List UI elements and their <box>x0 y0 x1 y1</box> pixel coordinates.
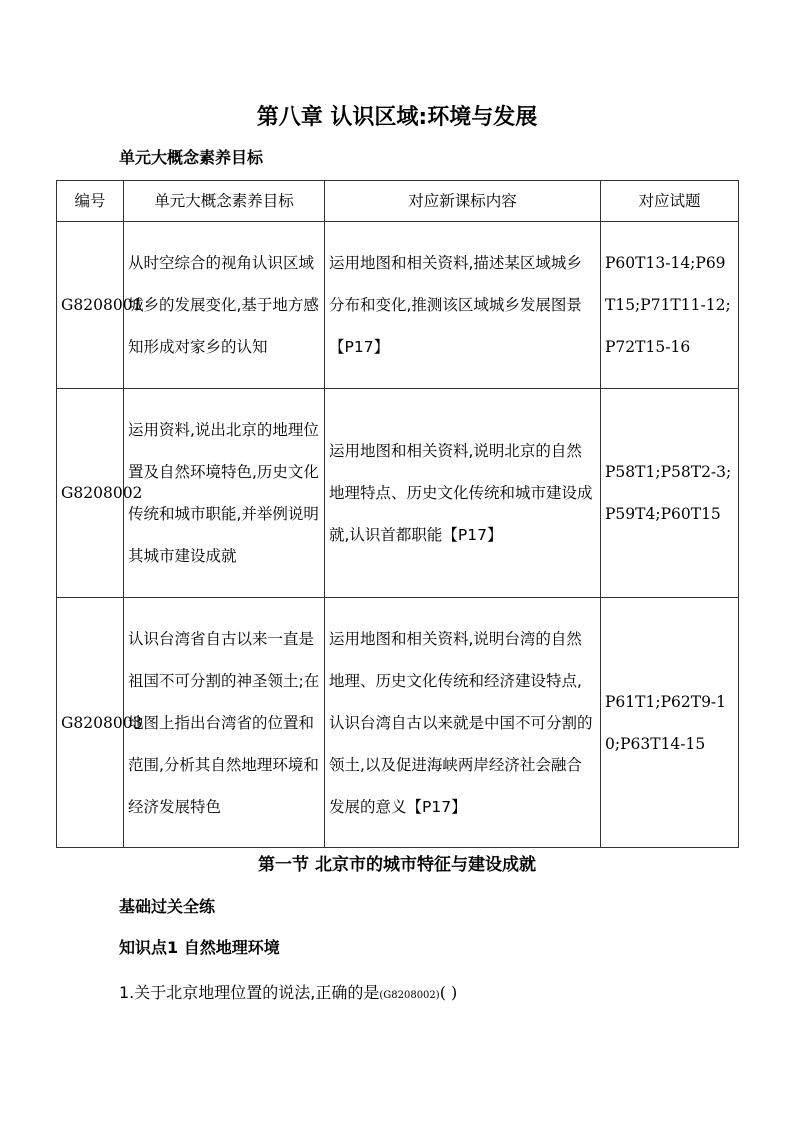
header-code: 编号 <box>57 181 124 222</box>
header-standard: 对应新课标内容 <box>325 181 601 222</box>
row-code: G8208003 <box>57 598 124 848</box>
knowledge-point-label: 知识点1 自然地理环境 <box>119 938 280 957</box>
row-goal: 认识台湾省自古以来一直是祖国不可分割的神圣领土;在地图上指出台湾省的位置和范围,分析其自然地理环境和经济发展特色 <box>124 598 325 848</box>
row-tests: P60T13-14;P69T15;P71T11-12;P72T15-16 <box>601 222 739 389</box>
row-tests: P61T1;P62T9-10;P63T14-15 <box>601 598 739 848</box>
header-goal: 单元大概念素养目标 <box>124 181 325 222</box>
chapter-title: 第八章 认识区域:环境与发展 <box>256 105 538 130</box>
row-goal: 从时空综合的视角认识区域城乡的发展变化,基于地方感知形成对家乡的认知 <box>124 222 325 389</box>
section-title: 第一节 北京市的城市特征与建设成就 <box>258 855 536 875</box>
practice-label: 基础过关全练 <box>119 897 216 916</box>
row-tests: P58T1;P58T2-3;P59T4;P60T15 <box>601 389 739 598</box>
row-code: G8208001 <box>57 222 124 389</box>
header-tests: 对应试题 <box>601 181 739 222</box>
goals-table <box>56 180 739 848</box>
row-standard: 运用地图和相关资料,说明北京的自然地理特点、历史文化传统和城市建设成就,认识首都职能【P17】 <box>325 389 601 598</box>
row-code: G8208002 <box>57 389 124 598</box>
question-text: 1.关于北京地理位置的说法,正确的是 <box>119 983 380 1002</box>
table-row <box>57 598 739 848</box>
unit-goals-label: 单元大概念素养目标 <box>119 148 264 167</box>
table-header-row <box>57 181 739 222</box>
question-code: (G8208002) <box>379 990 440 1001</box>
row-standard: 运用地图和相关资料,描述某区域城乡分布和变化,推测该区域城乡发展图景【P17】 <box>325 222 601 389</box>
row-standard: 运用地图和相关资料,说明台湾的自然地理、历史文化传统和经济建设特点,认识台湾自古以来就是中国不可分割的领土,以及促进海峡两岸经济社会融合发展的意义【P17】 <box>325 598 601 848</box>
answer-blank: ( ) <box>439 983 458 1002</box>
row-goal: 运用资料,说出北京的地理位置及自然环境特色,历史文化传统和城市职能,并举例说明其城市建设成就 <box>124 389 325 598</box>
question-1 <box>119 980 457 1009</box>
table-row <box>57 222 739 389</box>
table-row <box>57 389 739 598</box>
